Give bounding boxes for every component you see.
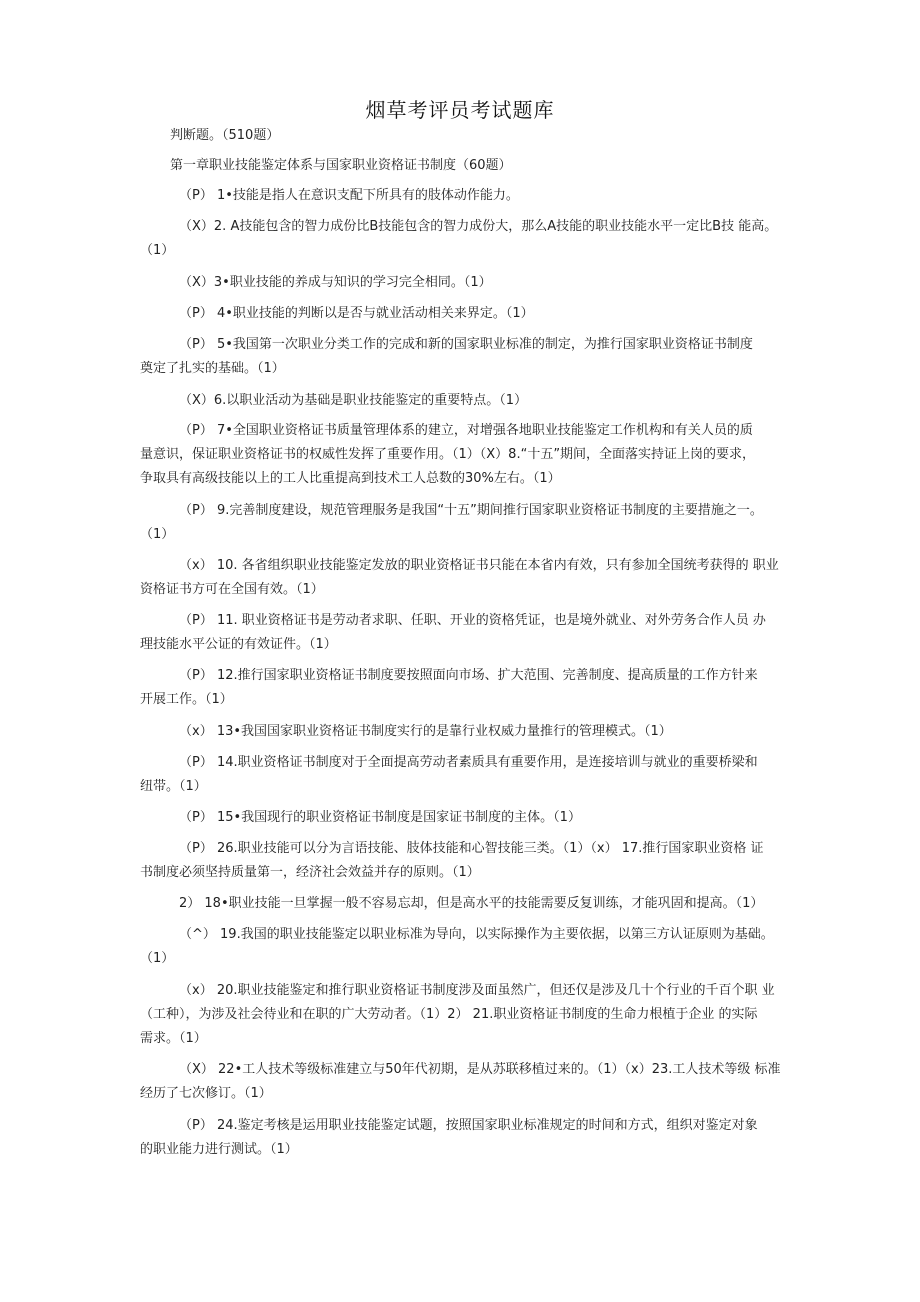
subtitle: 判断题。（510题） (170, 128, 280, 143)
text-line: 经历了七次修订。（1） (140, 1086, 272, 1101)
text-line: （P） 9.完善制度建设，规范管理服务是我国“十五”期间推行国家职业资格证书制度的主要措施之一。 (179, 503, 763, 518)
text-line: 量意识，保证职业资格证书的权威性发挥了重要作用。（1）（X）8.“十五”期间，全面落实持证上岗的要求， (140, 447, 756, 462)
text-line: 争取具有高级技能以上的工人比重提高到技术工人总数的30%左右。（1） (140, 471, 561, 486)
text-line: （P） 7•全国职业资格证书质量管理体系的建立，对增强各地职业技能鉴定工作机构和有关人员的质 (179, 423, 753, 438)
text-line: 纽带。（1） (140, 779, 207, 794)
text-line: 的职业能力进行测试。（1） (140, 1142, 298, 1157)
text-line: 2） 18•职业技能一旦掌握一般不容易忘却，但是高水平的技能需要反复训练，才能巩固和提高。（1） (179, 896, 764, 911)
text-line: （P） 24.鉴定考核是运用职业技能鉴定试题，按照国家职业标准规定的时间和方式，组织对鉴定对象 (179, 1118, 758, 1133)
text-line: （X）6.以职业活动为基础是职业技能鉴定的重要特点。（1） (179, 393, 528, 408)
text-line: 开展工作。（1） (140, 692, 233, 707)
text-line: 资格证书方可在全国有效。（1） (140, 582, 324, 597)
text-line: （P） 1•技能是指人在意识支配下所具有的肢体动作能力。 (179, 188, 519, 203)
text-line: （X） 22•工人技术等级标准建立与50年代初期，是从苏联移植过来的。（1）（x）23.工人技术等级 标准 (179, 1062, 781, 1077)
text-line: （x） 20.职业技能鉴定和推行职业资格证书制度涉及面虽然广，但还仅是涉及几十个行业的千百个职 业 (179, 983, 775, 998)
text-line: （P） 5•我国第一次职业分类工作的完成和新的国家职业标准的制定，为推行国家职业资格证书制度 (179, 337, 753, 352)
text-line: （P） 11. 职业资格证书是劳动者求职、任职、开业的资格凭证，也是境外就业、对外劳务合作人员 办 (179, 613, 766, 628)
chapter-heading: 第一章职业技能鉴定体系与国家职业资格证书制度（60题） (170, 158, 512, 173)
text-line: （P） 4•职业技能的判断以是否与就业活动相关来界定。（1） (179, 306, 534, 321)
text-line: （1） (140, 243, 175, 258)
text-line: 需求。（1） (140, 1031, 207, 1046)
text-line: （P） 26.职业技能可以分为言语技能、肢体技能和心智技能三类。（1）（x） 17.推行国家职业资格 证 (179, 841, 764, 856)
text-line: （P） 15•我国现行的职业资格证书制度是国家证书制度的主体。（1） (179, 810, 581, 825)
text-line: 奠定了扎实的基础。（1） (140, 361, 285, 376)
text-line: （工种），为涉及社会待业和在职的广大劳动者。（1）2） 21.职业资格证书制度的生命力根植于企业 的实际 (140, 1007, 758, 1022)
text-line: （X）2. A技能包含的智力成份比B技能包含的智力成份大，那么A技能的职业技能水平一定比B技 能高。 (179, 219, 778, 234)
text-line: （^） 19.我国的职业技能鉴定以职业标准为导向，以实际操作为主要依据，以第三方认证原则为基础。 (179, 927, 774, 942)
text-line: （1） (140, 951, 175, 966)
text-line: 书制度必须坚持质量第一，经济社会效益并存的原则。（1） (140, 865, 480, 880)
text-line: （x） 10. 各省组织职业技能鉴定发放的职业资格证书只能在本省内有效，只有参加全国统考获得的 职业 (179, 558, 779, 573)
text-line: （1） (140, 527, 175, 542)
text-line: 理技能水平公证的有效证件。（1） (140, 637, 337, 652)
text-line: （x） 13•我国国家职业资格证书制度实行的是靠行业权威力量推行的管理模式。（1） (179, 724, 672, 739)
text-line: （X）3•职业技能的养成与知识的学习完全相同。（1） (179, 275, 492, 290)
text-line: （P） 12.推行国家职业资格证书制度要按照面向市场、扩大范围、完善制度、提高质量的工作方针来 (179, 668, 758, 683)
document-title: 烟草考评员考试题库 (365, 98, 555, 122)
text-line: （P） 14.职业资格证书制度对于全面提高劳动者素质具有重要作用，是连接培训与就业的重要桥梁和 (179, 755, 758, 770)
